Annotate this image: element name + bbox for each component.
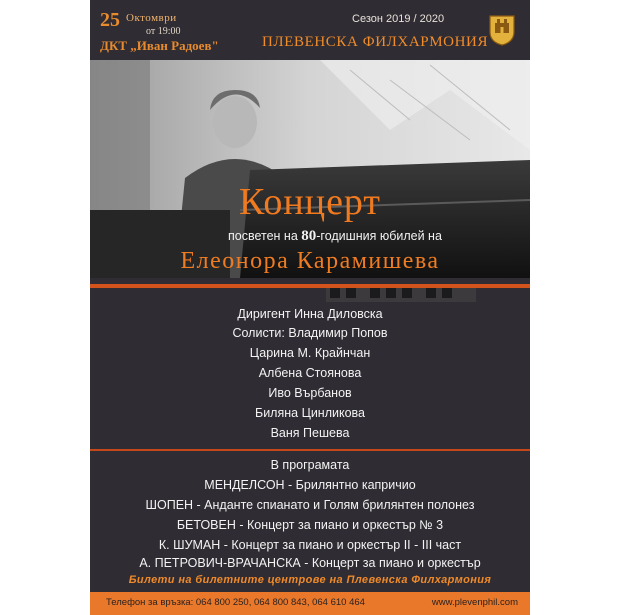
concert-poster: [90, 0, 530, 615]
program-composer: МЕНДЕЛСОН: [204, 478, 285, 492]
performer-line: Иво Върбанов: [268, 386, 352, 400]
program-item: [90, 556, 530, 570]
tickets-note: Билети на билетните центрове на Плевенска Филхармония: [128, 574, 492, 586]
website-link[interactable]: www.plevenphil.com: [431, 597, 518, 608]
subtitle-pre: посветен на: [228, 229, 298, 243]
program-composer: А. ПЕТРОВИЧ-ВРАЧАНСКА: [139, 556, 301, 570]
subtitle-number: 80: [301, 228, 317, 244]
honoree-name: Елеонора Карамишева: [180, 248, 440, 274]
organization-name: ПЛЕВЕНСКА ФИЛХАРМОНИЯ: [262, 34, 489, 50]
contact-phones: Телефон за връзка: 064 800 250, 064 800 843, 064 610 464: [106, 597, 365, 608]
performer-line: Диригент Инна Диловска: [237, 307, 383, 321]
performer-line: Ваня Пешева: [270, 426, 350, 440]
program-work: - Брилянтно капричио: [284, 478, 416, 492]
subtitle-post: -годишния юбилей на: [316, 229, 442, 243]
date-day: 25: [100, 9, 120, 31]
program-work: - Анданте спианато и Голям брилянтен полонез: [193, 498, 475, 512]
concert-title: Концерт: [238, 181, 382, 223]
program-heading: В програмата: [270, 458, 350, 472]
program-composer: ШОПЕН: [145, 498, 194, 512]
footer-bar: [90, 592, 530, 615]
piano-keys-divider: [90, 288, 530, 302]
program-item: [90, 478, 530, 492]
program-work: - Концерт за пиано и оркестър II - III част: [220, 538, 462, 552]
program-item: [90, 538, 530, 552]
date-month: Октомври: [126, 12, 177, 24]
program-work: - Концерт за пиано и оркестър: [300, 556, 481, 570]
program-composer: К. ШУМАН: [158, 538, 221, 552]
venue: ДКТ „Иван Радоев": [100, 38, 219, 53]
performer-line: Биляна Цинликова: [255, 406, 365, 420]
city-crest-icon: [488, 14, 516, 46]
performer-line: Албена Стоянова: [258, 366, 362, 380]
program-composer: БЕТОВЕН: [176, 518, 236, 532]
program-item: [90, 498, 530, 512]
concert-subtitle: [228, 228, 442, 245]
performer-line: Солисти: Владимир Попов: [232, 326, 388, 340]
pianist-photo: [90, 60, 530, 278]
program-item: [90, 518, 530, 532]
season-label: Сезон 2019 / 2020: [352, 13, 445, 25]
middle-band-divider: [90, 449, 530, 451]
performer-line: Царина М. Крайнчан: [249, 346, 371, 360]
concert-time: от 19:00: [146, 26, 181, 37]
program-work: - Концерт за пиано и оркестър № 3: [235, 518, 444, 532]
